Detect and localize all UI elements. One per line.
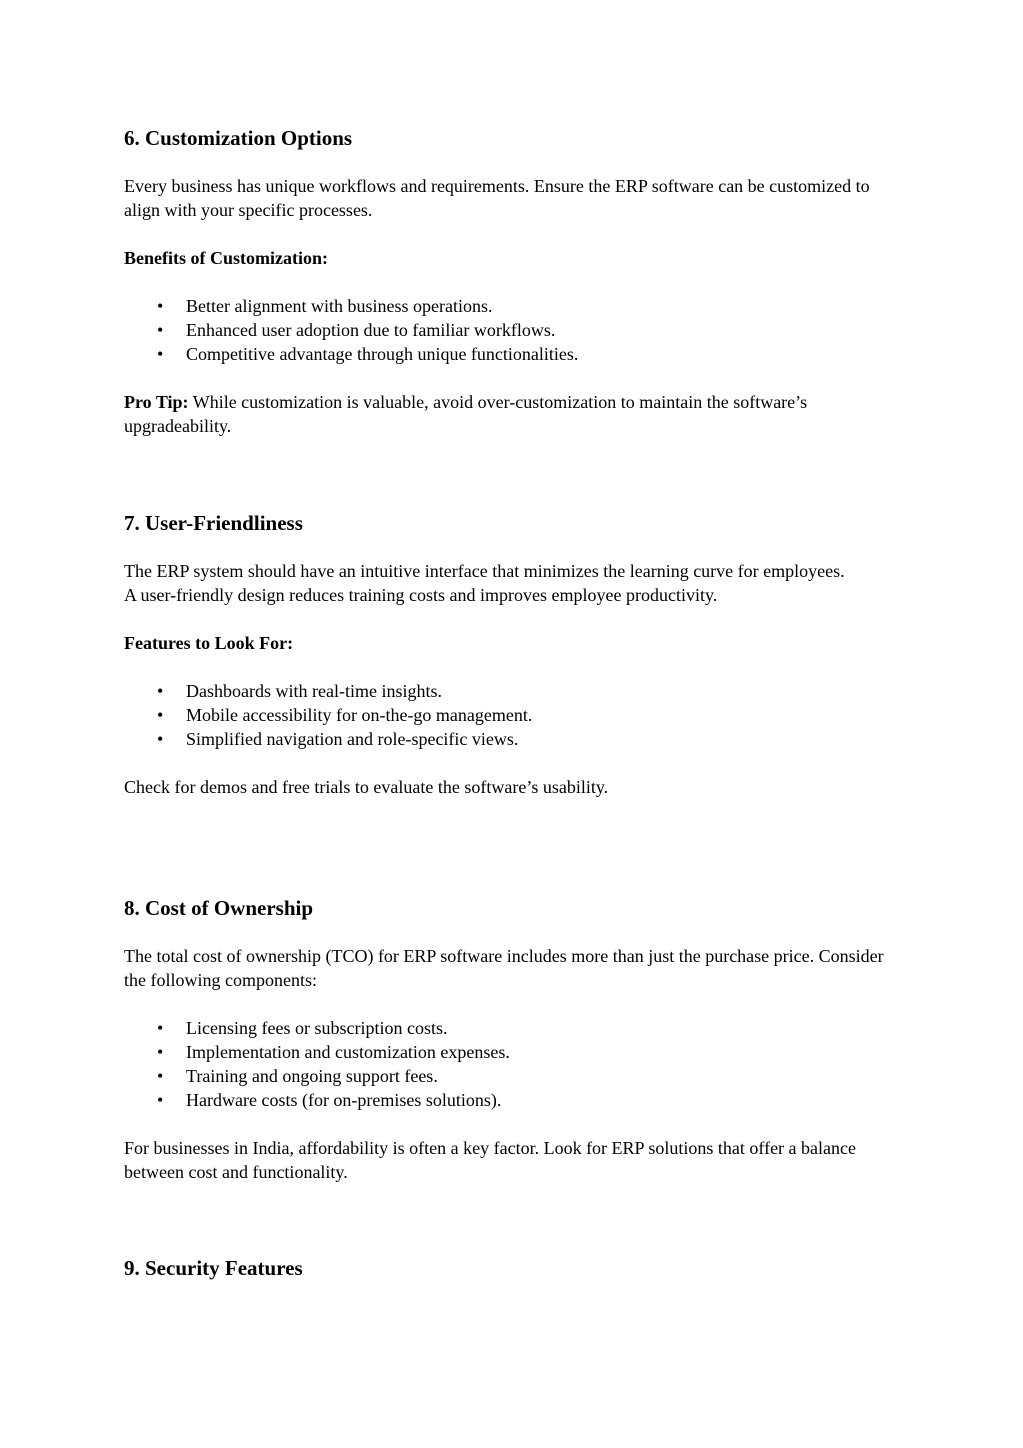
section-subheading: Benefits of Customization: xyxy=(124,248,328,268)
section-closing: For businesses in India, affordability is often a key factor. Look for ERP solutions that offer a balance between cost and functionality. xyxy=(124,1138,856,1182)
pro-tip-text: While customization is valuable, avoid over-customization to maintain the software’s upgradeability. xyxy=(124,392,808,436)
bullet-icon: • xyxy=(157,320,164,340)
bullet-list xyxy=(124,294,914,366)
bullet-icon: • xyxy=(157,705,164,725)
list-item: • Dashboards with real-time insights. xyxy=(157,681,442,701)
bullet-list xyxy=(124,679,914,751)
section-heading: 8. Cost of Ownership xyxy=(124,896,314,920)
section-intro: The total cost of ownership (TCO) for ERP software includes more than just the purchase price. Consider the following components: xyxy=(124,946,884,990)
list-item: • Simplified navigation and role-specific views. xyxy=(157,729,519,749)
bullet-icon: • xyxy=(157,344,164,364)
section-user-friendliness xyxy=(124,510,914,799)
section-closing: Check for demos and free trials to evaluate the software’s usability. xyxy=(124,777,609,797)
section-subheading: Features to Look For: xyxy=(124,633,294,653)
section-heading: 9. Security Features xyxy=(124,1256,303,1280)
bullet-icon: • xyxy=(157,1066,164,1086)
bullet-icon: • xyxy=(157,681,164,701)
list-item: • Licensing fees or subscription costs. xyxy=(157,1018,448,1038)
list-item: • Hardware costs (for on-premises solutions). xyxy=(157,1090,502,1110)
section-cost-of-ownership xyxy=(124,895,914,1184)
section-heading: 7. User-Friendliness xyxy=(124,511,303,535)
bullet-icon: • xyxy=(157,1090,164,1110)
section-customization xyxy=(124,125,914,438)
list-item: • Implementation and customization expenses. xyxy=(157,1042,510,1062)
list-item: • Better alignment with business operations. xyxy=(157,296,493,316)
bullet-list xyxy=(124,1016,914,1112)
list-item: • Training and ongoing support fees. xyxy=(157,1066,438,1086)
bullet-icon: • xyxy=(157,1042,164,1062)
pro-tip xyxy=(124,390,844,438)
bullet-icon: • xyxy=(157,296,164,316)
section-security-features xyxy=(124,1255,914,1281)
bullet-icon: • xyxy=(157,729,164,749)
list-item: • Competitive advantage through unique functionalities. xyxy=(157,344,579,364)
section-intro: Every business has unique workflows and requirements. Ensure the ERP software can be customized to align with your specific processes. xyxy=(124,176,870,220)
list-item: • Mobile accessibility for on-the-go management. xyxy=(157,705,533,725)
section-intro: The ERP system should have an intuitive interface that minimizes the learning curve for employees. A user-friendly design reduces training costs and improves employee productivity. xyxy=(124,561,845,605)
pro-tip-label: Pro Tip: xyxy=(124,392,189,412)
list-item: • Enhanced user adoption due to familiar workflows. xyxy=(157,320,556,340)
bullet-icon: • xyxy=(157,1018,164,1038)
section-heading: 6. Customization Options xyxy=(124,126,353,150)
